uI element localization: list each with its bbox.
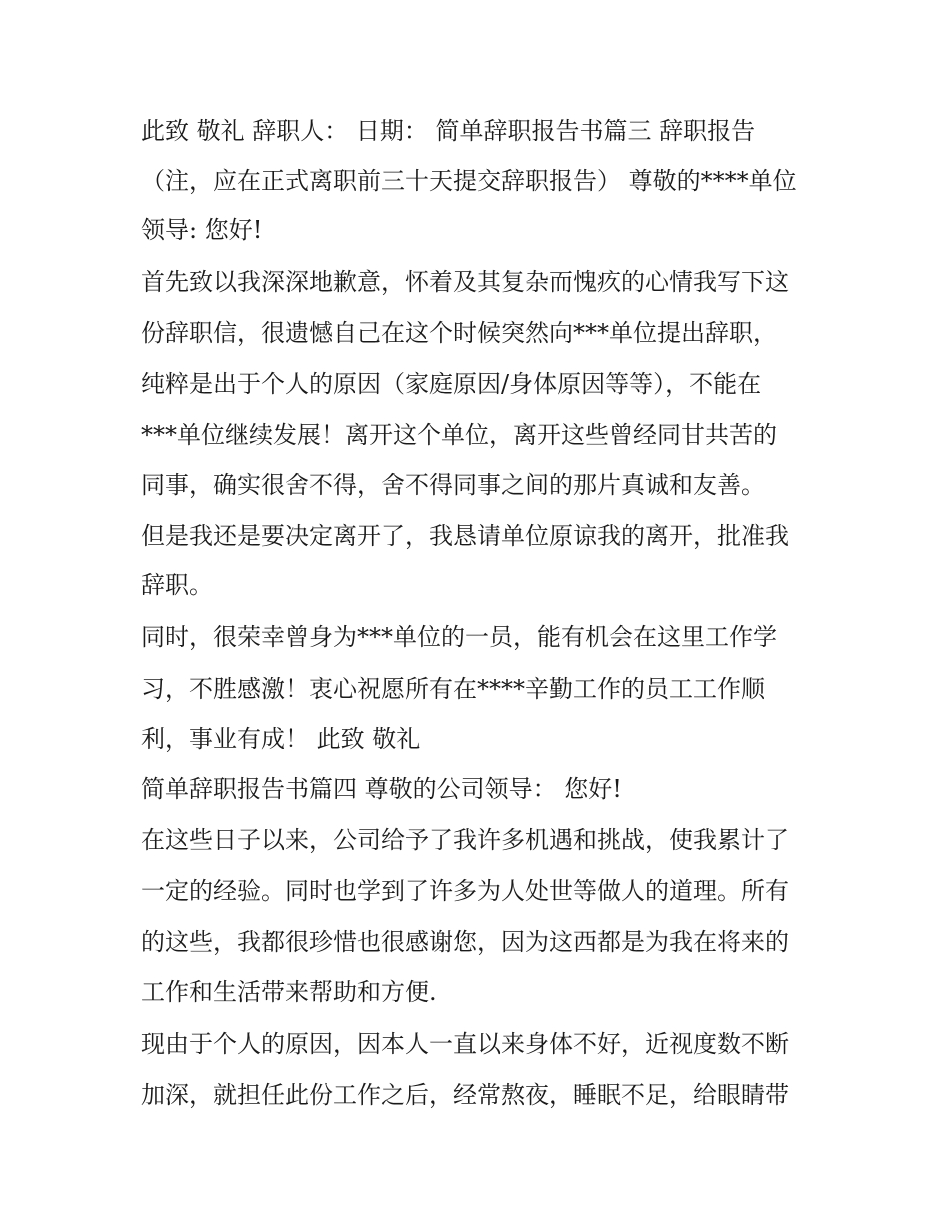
text-line: 习，不胜感激！衷心祝愿所有在****辛勤工作的员工工作顺 — [141, 675, 765, 703]
text-line: 一定的经验。同时也学到了许多为人处世等做人的道理。所有 — [141, 877, 789, 905]
text-line: 领导: 您好! — [141, 216, 263, 244]
text-line: 首先致以我深深地歉意，怀着及其复杂而愧疚的心情我写下这 — [141, 268, 789, 296]
text-line: 辞职。 — [141, 571, 213, 599]
text-line: 在这些日子以来，公司给予了我许多机遇和挑战，使我累计了 — [141, 826, 789, 854]
text-line: 的这些，我都很珍惜也很感谢您，因为这西都是为我在将来的 — [141, 928, 789, 956]
text-line: 份辞职信，很遗憾自己在这个时候突然向***单位提出辞职， — [141, 319, 777, 347]
text-line: 同时，很荣幸曾身为***单位的一员，能有机会在这里工作学 — [141, 623, 777, 651]
text-line: 利，事业有成！ 此致 敬礼 — [141, 725, 421, 753]
text-line: ***单位继续发展！离开这个单位，离开这些曾经同甘共苦的 — [141, 421, 777, 449]
text-line: （注，应在正式离职前三十天提交辞职报告） 尊敬的****单位 — [141, 167, 797, 195]
text-line: 工作和生活带来帮助和方便. — [141, 978, 437, 1006]
text-line: 但是我还是要决定离开了，我恳请单位原谅我的离开，批准我 — [141, 522, 789, 550]
text-line: 简单辞职报告书篇四 尊敬的公司领导： 您好! — [141, 775, 622, 803]
text-line: 加深，就担任此份工作之后，经常熬夜，睡眠不足，给眼睛带 — [141, 1081, 789, 1109]
text-line: 同事，确实很舍不得，舍不得同事之间的那片真诚和友善。 — [141, 471, 765, 499]
text-line: 现由于个人的原因，因本人一直以来身体不好，近视度数不断 — [141, 1030, 789, 1058]
text-line: 此致 敬礼 辞职人： 日期： 简单辞职报告书篇三 辞职报告 — [141, 117, 756, 145]
text-line: 纯粹是出于个人的原因（家庭原因/身体原因等等），不能在 — [141, 370, 762, 398]
